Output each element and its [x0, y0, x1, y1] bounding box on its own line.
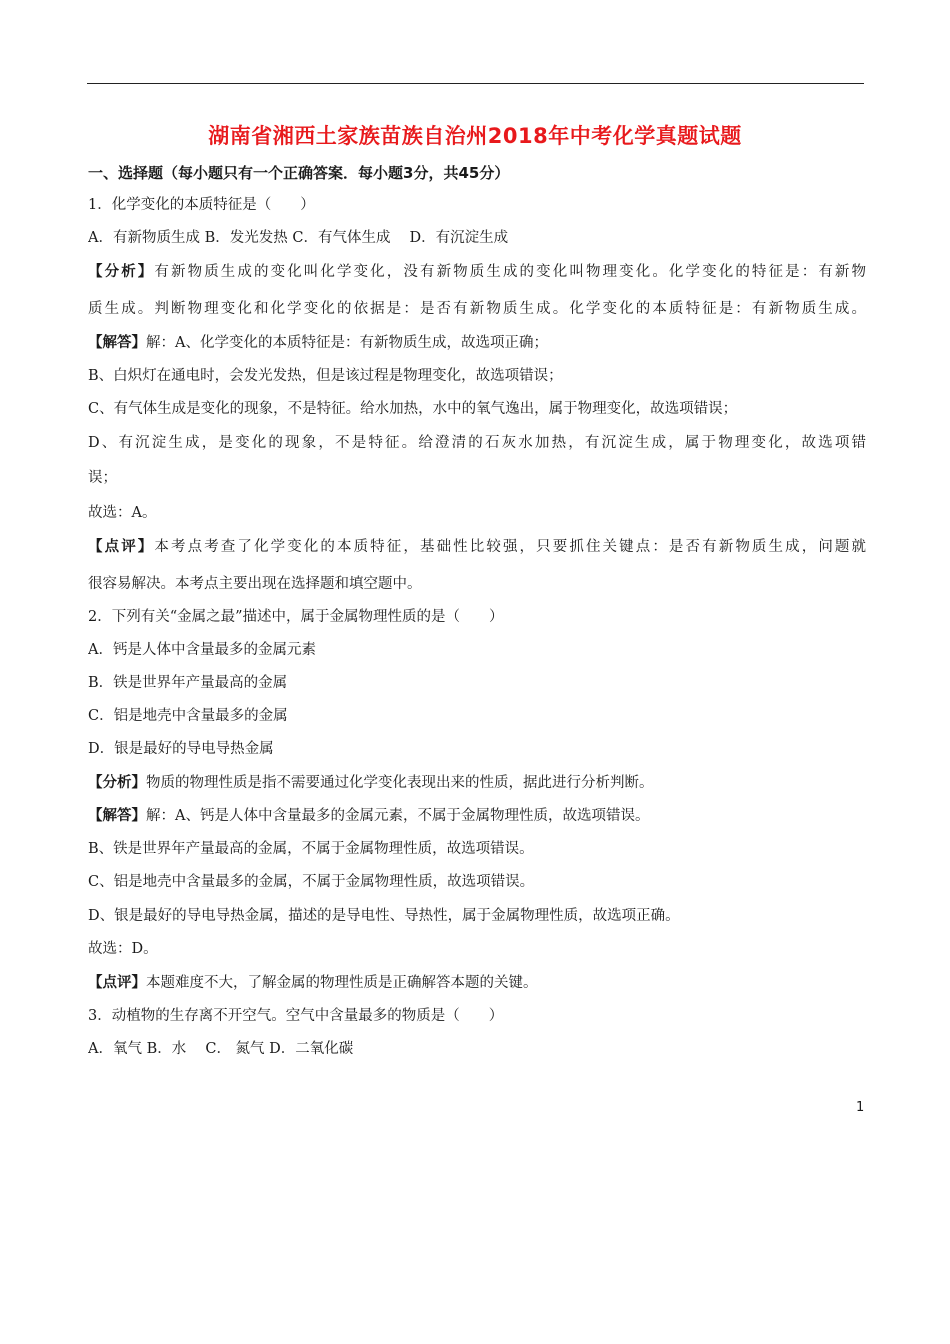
question-2-comment	[88, 972, 866, 994]
question-2-option-a: A．钙是人体中含量最多的金属元素	[88, 642, 316, 658]
question-2-answer-line-2: B、铁是世界年产量最高的金属，不属于金属物理性质，故选项错误。	[88, 841, 534, 857]
analysis-text: 物质的物理性质是指不需要通过化学变化表现出来的性质，据此进行分析判断。	[146, 775, 654, 791]
question-2-choice: 故选：D。	[88, 941, 158, 957]
question-1-answer-line-3: C、有气体生成是变化的现象，不是特征。给水加热，水中的氧气逸出，属于物理变化，故选项错误；	[88, 401, 738, 417]
comment-text: 本考点考查了化学变化的本质特征，基础性比较强，只要抓住关键点：是否有新物质生成，问题就	[154, 539, 866, 555]
answer-text: 解：A、化学变化的本质特征是：有新物质生成，故选项正确；	[146, 335, 548, 351]
question-1-comment-line-1	[88, 536, 866, 558]
question-1-answer-line-5: 误；	[88, 470, 117, 486]
analysis-text: 有新物质生成的变化叫化学变化，没有新物质生成的变化叫物理变化。化学变化的特征是：有新物	[154, 264, 866, 280]
question-1-analysis-line-1	[88, 261, 866, 283]
question-2-analysis	[88, 772, 866, 794]
question-2-option-d: D．银是最好的导电导热金属	[88, 741, 274, 757]
answer-text: 解：A、钙是人体中含量最多的金属元素，不属于金属物理性质，故选项错误。	[146, 808, 650, 824]
question-2-option-c: C．铝是地壳中含量最多的金属	[88, 708, 288, 724]
analysis-tag: 【分析】	[88, 775, 146, 791]
question-2-option-b: B．铁是世界年产量最高的金属	[88, 675, 288, 691]
question-2-answer-line-1	[88, 805, 866, 827]
comment-text: 本题难度不大，了解金属的物理性质是正确解答本题的关键。	[146, 975, 538, 991]
answer-tag: 【解答】	[88, 335, 146, 351]
question-1-analysis-line-2: 质生成。判断物理变化和化学变化的依据是：是否有新物质生成。化学变化的本质特征是：有新物质生成。	[88, 301, 866, 317]
comment-tag: 【点评】	[88, 975, 146, 991]
question-1-answer-line-4: D、有沉淀生成，是变化的现象，不是特征。给澄清的石灰水加热，有沉淀生成，属于物理变化，故选项错	[88, 435, 866, 451]
question-1-answer-line-1	[88, 332, 866, 354]
answer-tag: 【解答】	[88, 808, 146, 824]
question-1-options: A．有新物质生成 B．发光发热 C．有气体生成 D．有沉淀生成	[88, 230, 509, 246]
question-2-answer-line-3: C、铝是地壳中含量最多的金属，不属于金属物理性质，故选项错误。	[88, 874, 535, 890]
comment-tag: 【点评】	[88, 539, 155, 555]
section-heading: 一、选择题（每小题只有一个正确答案．每小题3分，共45分）	[88, 164, 510, 182]
question-3-options: A．氧气 B．水 C． 氮气 D．二氧化碳	[88, 1041, 354, 1057]
document-title: 湖南省湘西土家族苗族自治州2018年中考化学真题试题	[208, 124, 742, 148]
question-2-stem: 2．下列有关“金属之最”描述中，属于金属物理性质的是（ ）	[88, 609, 504, 625]
question-2-answer-line-4: D、银是最好的导电导热金属，描述的是导电性、导热性，属于金属物理性质，故选项正确。	[88, 908, 680, 924]
question-1-stem: 1．化学变化的本质特征是（ ）	[88, 197, 315, 213]
question-3-stem: 3．动植物的生存离不开空气。空气中含量最多的物质是（ ）	[88, 1008, 504, 1024]
question-1-choice: 故选：A。	[88, 505, 157, 521]
header-rule	[87, 83, 864, 84]
page-number: 1	[856, 1100, 865, 1115]
question-1-comment-line-2: 很容易解决。本考点主要出现在选择题和填空题中。	[88, 576, 422, 592]
analysis-tag: 【分析】	[88, 264, 155, 280]
question-1-answer-line-2: B、白炽灯在通电时，会发光发热，但是该过程是物理变化，故选项错误；	[88, 368, 563, 384]
